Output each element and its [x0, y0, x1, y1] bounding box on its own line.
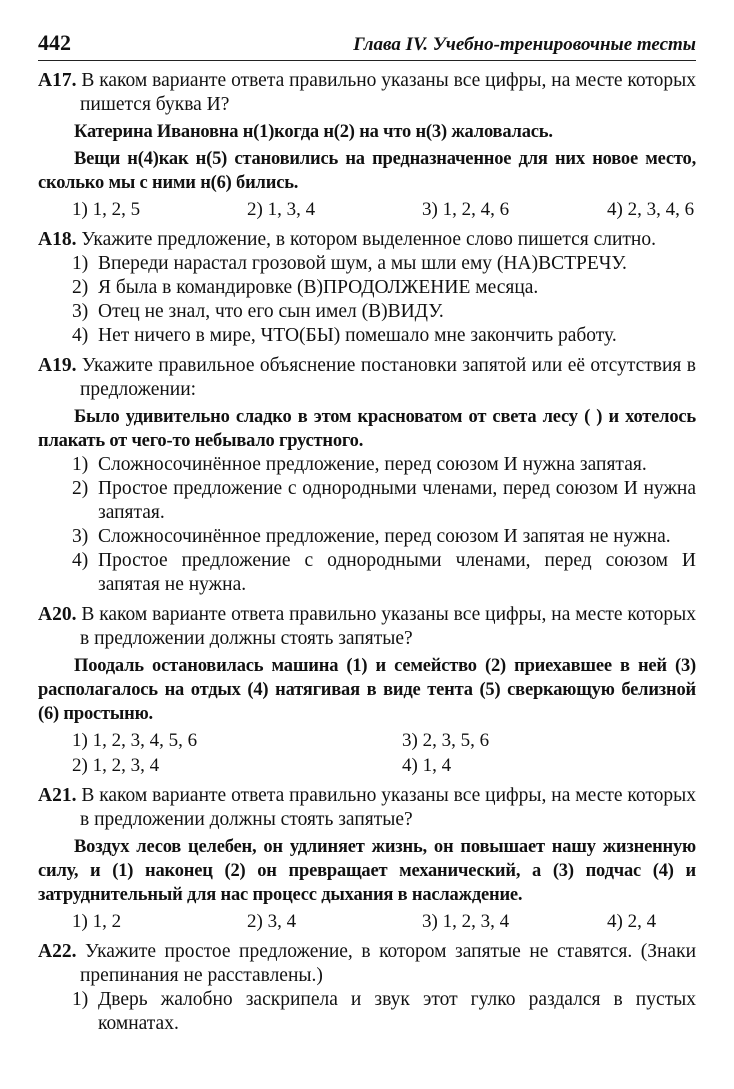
answer-list: [38, 453, 696, 597]
example-sentence: Вещи н(4)как н(5) становились на предназначенное для них новое место, сколько мы с ними н(6) бились.: [38, 149, 696, 193]
page-number: 442: [38, 30, 71, 55]
question-a18: [38, 228, 696, 348]
example-sentence: Поодаль остановилась машина (1) и семейство (2) приехавшее в ней (3) располагалось на отдых (4) натягивая в виде тента (5) сверкающую белизной (6) простыню.: [38, 656, 696, 724]
answer-item-text: Впереди нарастал грозовой шум, а мы шли ему (НА)ВСТРЕЧУ.: [98, 253, 627, 274]
chapter-title: Глава IV. Учебно-тренировочные тесты: [353, 34, 696, 55]
question-number: А17.: [38, 70, 77, 91]
answer-list: [38, 988, 696, 1036]
answer-item: [72, 300, 696, 324]
answer-option: 4) 2, 3, 4, 6: [607, 199, 695, 220]
answer-option: 1) 1, 2, 5: [72, 199, 141, 220]
answer-option: 3) 1, 2, 4, 6: [422, 199, 510, 220]
question-number: А21.: [38, 785, 77, 806]
answer-item-text: Дверь жалобно заскрипела и звук этот гулко раздался в пустых комнатах.: [98, 989, 696, 1034]
answer-item-text: Простое предложение с однородными членами, перед союзом И запятая не нужна.: [98, 550, 696, 595]
answer-option: 4) 2, 4: [607, 911, 657, 932]
answer-item-number: 1): [72, 253, 89, 274]
answer-item: [72, 988, 696, 1036]
question-a20: [38, 603, 696, 778]
answer-item-number: 1): [72, 989, 89, 1010]
page-header: [38, 30, 696, 61]
question-text: [38, 940, 696, 988]
question-text: [38, 228, 696, 252]
answer-options: [38, 197, 696, 222]
answer-item-text: Я была в командировке (В)ПРОДОЛЖЕНИЕ месяца.: [98, 277, 539, 298]
answer-item-number: 4): [72, 550, 89, 571]
question-text: [38, 354, 696, 402]
answer-item: [72, 276, 696, 300]
question-prompt: Укажите предложение, в котором выделенное слово пишется слитно.: [81, 229, 656, 250]
answer-option: 4) 1, 4: [402, 755, 452, 776]
answer-item: [72, 324, 696, 348]
answer-item: [72, 549, 696, 597]
example-sentence: Было удивительно сладко в этом красноватом от света лесу ( ) и хотелось плакать от чего-то небывало грустного.: [38, 407, 696, 451]
answer-item-number: 2): [72, 277, 89, 298]
example-sentence: Воздух лесов целебен, он удлиняет жизнь, он повышает нашу жизненную силу, и (1) наконец (2) он превращает механический, а (3) подчас (4) и затруднительный для нас процесс дыхания в наслаждение.: [38, 837, 696, 905]
question-prompt: В каком варианте ответа правильно указаны все цифры, на месте которых пишется буква И?: [80, 70, 697, 115]
answer-item-number: 3): [72, 301, 89, 322]
answer-item-text: Сложносочинённое предложение, перед союзом И нужна запятая.: [98, 454, 647, 475]
answer-item-number: 2): [72, 478, 89, 499]
answer-item-text: Простое предложение с однородными членами, перед союзом И нужна запятая.: [98, 478, 696, 523]
question-prompt: В каком варианте ответа правильно указаны все цифры, на месте которых в предложении должны стоять запятые?: [80, 604, 697, 649]
answer-item-text: Нет ничего в мире, ЧТО(БЫ) помешало мне закончить работу.: [98, 325, 617, 346]
question-a19: [38, 354, 696, 597]
answer-item-number: 4): [72, 325, 89, 346]
answer-options: [38, 909, 696, 934]
answer-option: 3) 2, 3, 5, 6: [402, 730, 490, 751]
answer-option: 2) 1, 2, 3, 4: [72, 755, 160, 776]
question-prompt: В каком варианте ответа правильно указаны все цифры, на месте которых в предложении должны стоять запятые?: [80, 785, 697, 830]
answer-option: 3) 1, 2, 3, 4: [422, 911, 510, 932]
question-text: [38, 603, 696, 651]
question-number: А22.: [38, 941, 77, 962]
answer-item-number: 1): [72, 454, 89, 475]
question-text: [38, 784, 696, 832]
answer-item: [72, 477, 696, 525]
question-number: А18.: [38, 229, 77, 250]
question-a17: [38, 69, 696, 222]
answer-option: 1) 1, 2, 3, 4, 5, 6: [72, 730, 198, 751]
answer-option: 2) 1, 3, 4: [247, 199, 316, 220]
answer-options: [38, 728, 696, 778]
answer-list: [38, 252, 696, 348]
answer-item: [72, 453, 696, 477]
answer-item: [72, 252, 696, 276]
question-text: [38, 69, 696, 117]
question-a21: [38, 784, 696, 934]
answer-item: [72, 525, 696, 549]
question-number: А20.: [38, 604, 77, 625]
question-prompt: Укажите простое предложение, в котором запятые не ставятся. (Знаки препинания не расставлены.): [80, 941, 697, 986]
answer-item-text: Сложносочинённое предложение, перед союзом И запятая не нужна.: [98, 526, 671, 547]
answer-item-number: 3): [72, 526, 89, 547]
example-sentence: Катерина Ивановна н(1)когда н(2) на что н(3) жаловалась.: [74, 122, 553, 142]
question-a22: [38, 940, 696, 1036]
answer-option: 2) 3, 4: [247, 911, 297, 932]
question-number: А19.: [38, 355, 77, 376]
answer-item-text: Отец не знал, что его сын имел (В)ВИДУ.: [98, 301, 444, 322]
question-prompt: Укажите правильное объяснение постановки запятой или её отсутствия в предложении:: [80, 355, 696, 400]
answer-option: 1) 1, 2: [72, 911, 122, 932]
